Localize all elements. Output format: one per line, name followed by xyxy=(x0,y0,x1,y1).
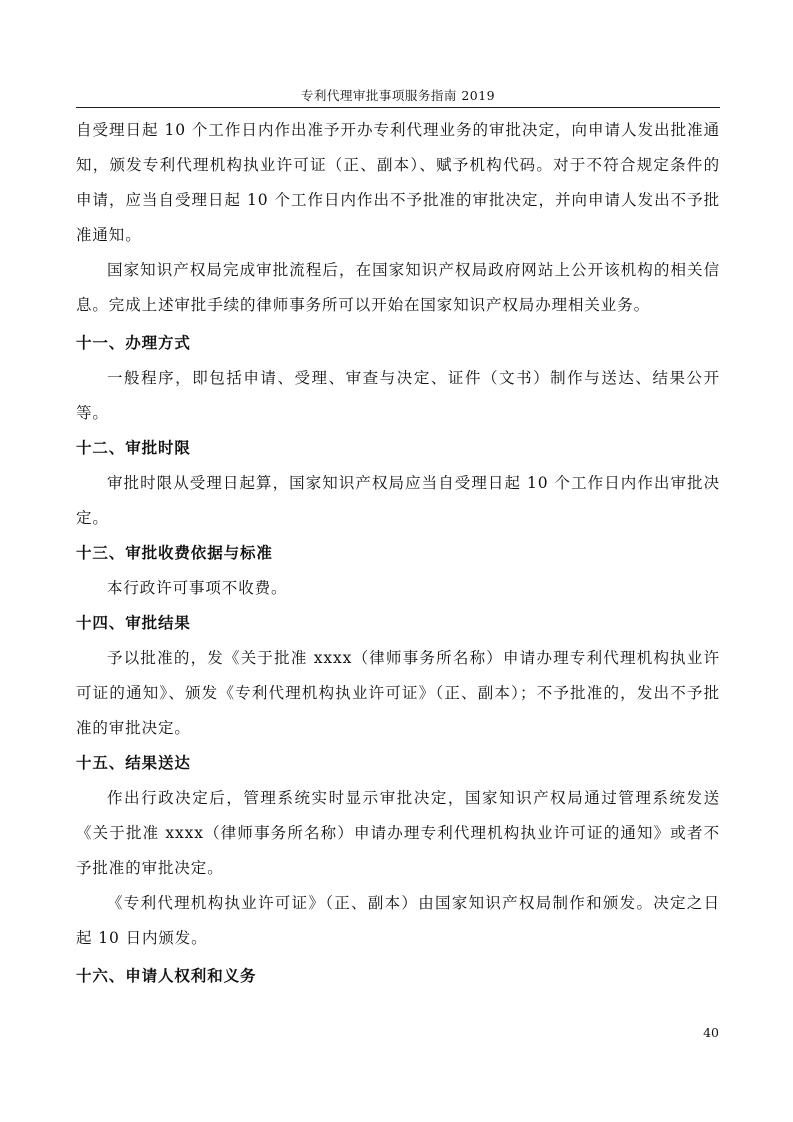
document-body xyxy=(76,113,720,994)
paragraph-approval-notice: 自受理日起 10 个工作日内作出准予开办专利代理业务的审批决定，向申请人发出批准通知，颁发专利代理机构执业许可证（正、副本）、赋予机构代码。对于不符合规定条件的申请，应当自受理日起 10 个工作日内作出不予批准的审批决定，并向申请人发出不予批准通知。 xyxy=(76,121,720,244)
paragraph-delivery: 作出行政决定后，管理系统实时显示审批决定，国家知识产权局通过管理系统发送《关于批准 xxxx（律师事务所名称）申请办理专利代理机构执业许可证的通知》或者不予批准的审批决定。 xyxy=(76,789,720,877)
paragraph-results: 予以批准的，发《关于批准 xxxx（律师事务所名称）申请办理专利代理机构执业许可证的通知》、颁发《专利代理机构执业许可证》（正、副本）；不予批准的，发出不予批准的审批决定。 xyxy=(76,649,720,737)
page-number: 40 xyxy=(703,1025,719,1040)
section-heading-13: 十三、审批收费依据与标准 xyxy=(76,544,273,562)
paragraph-procedure: 一般程序，即包括申请、受理、审查与决定、证件（文书）制作与送达、结果公开等。 xyxy=(76,369,720,422)
paragraph-time-limit: 审批时限从受理日起算，国家知识产权局应当自受理日起 10 个工作日内作出审批决定。 xyxy=(76,474,720,527)
section-heading-11: 十一、办理方式 xyxy=(76,334,191,352)
paragraph-license-issuance: 《专利代理机构执业许可证》（正、副本）由国家知识产权局制作和颁发。决定之日起 10 日内颁发。 xyxy=(76,894,720,947)
section-heading-16: 十六、申请人权利和义务 xyxy=(76,967,257,985)
section-heading-14: 十四、审批结果 xyxy=(76,614,191,632)
page-header-title: 专利代理审批事项服务指南 2019 xyxy=(300,88,496,103)
section-heading-12: 十二、审批时限 xyxy=(76,439,191,457)
section-heading-15: 十五、结果送达 xyxy=(76,754,191,772)
paragraph-fees: 本行政许可事项不收费。 xyxy=(107,579,288,597)
paragraph-public-info: 国家知识产权局完成审批流程后，在国家知识产权局政府网站上公开该机构的相关信息。完成上述审批手续的律师事务所可以开始在国家知识产权局办理相关业务。 xyxy=(76,261,720,314)
header-divider xyxy=(76,107,720,108)
